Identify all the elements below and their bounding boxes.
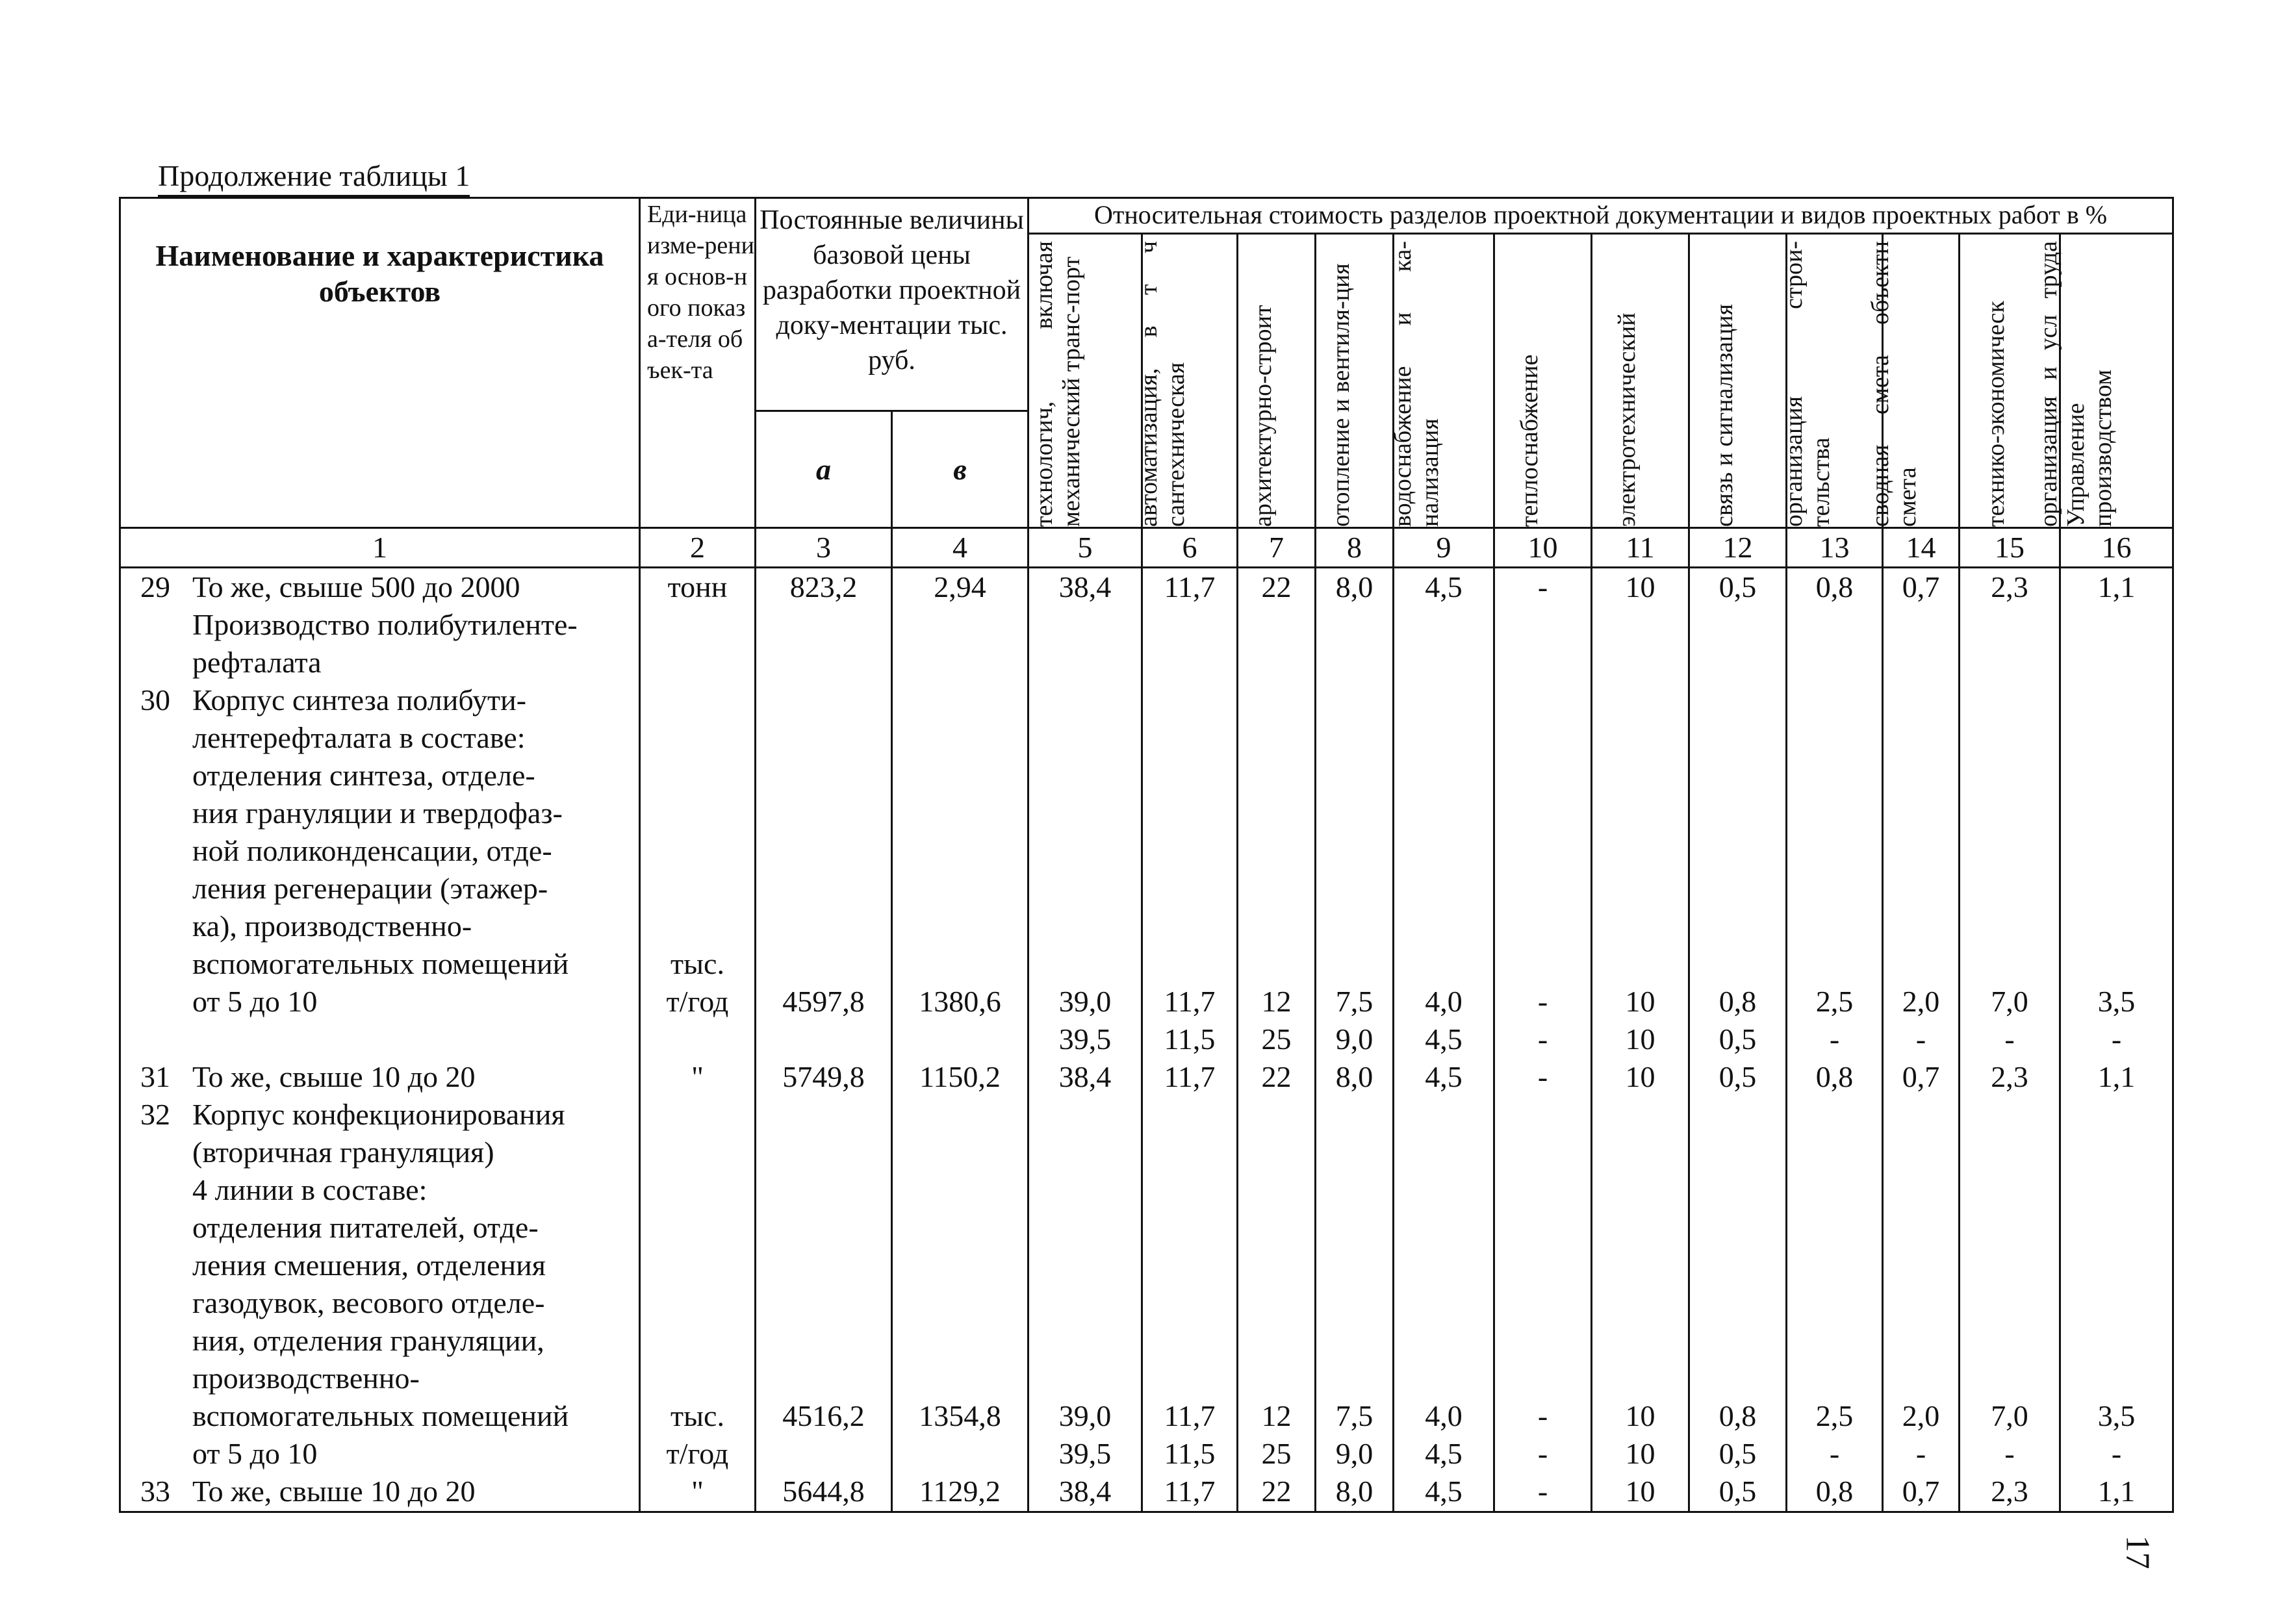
header-v6: автоматизация, в т ч сантехническая [1142,234,1238,528]
row31-b: 1150,2 [892,1058,1029,1096]
row33-unit: " [640,1473,756,1512]
header-v8: отопление и вентиля-ция [1316,234,1394,528]
row30-v: 4,0 4,5 [1394,681,1494,1058]
row30-v: 7,0 - [1960,681,2060,1058]
row31-v: 2,3 [1960,1058,2060,1096]
row32-v: 7,0 - [1960,1096,2060,1473]
row32-a: 4516,2 [756,1096,892,1473]
row30-v: 2,0 - [1883,681,1960,1058]
row31-v: 10 [1592,1058,1689,1096]
header-unit: Еди-ница изме-рения основ-ного показа-теля объек-та [640,198,756,528]
row32-v: 12 25 [1238,1096,1316,1473]
row30-b: 1380,6 [892,681,1029,1058]
row31-v: 1,1 [2060,1058,2173,1096]
col-number: 5 [1029,528,1142,568]
row33-a: 5644,8 [756,1473,892,1512]
row29-v: 0,8 [1787,568,1883,682]
row30-v: 3,5 - [2060,681,2173,1058]
header-v14: сводная смета объектн смета [1883,234,1960,528]
row30-v: 7,5 9,0 [1316,681,1394,1058]
header-col-b: в [892,411,1029,528]
header-v13: организация строи-тельства [1787,234,1883,528]
row30-v: 0,8 0,5 [1689,681,1787,1058]
table-row [120,568,2173,682]
header-col-a: а [756,411,892,528]
row29-v: - [1494,568,1592,682]
col-number: 1 [120,528,640,568]
row32-v: - - [1494,1096,1592,1473]
row32-v: 4,0 4,5 [1394,1096,1494,1473]
row29-v: 0,7 [1883,568,1960,682]
col-number: 6 [1142,528,1238,568]
row30-unit: тыс. т/год [640,681,756,1058]
row31-v: 0,8 [1787,1058,1883,1096]
row31-v: 0,7 [1883,1058,1960,1096]
header-v12: связь и сигнализация [1689,234,1787,528]
row31-name: 31 То же, свыше 10 до 20 [120,1058,640,1096]
row31-v: 0,5 [1689,1058,1787,1096]
header-v10: теплоснабжение [1494,234,1592,528]
header-v15: технико-экономическ [1960,234,2060,528]
row29-v: 1,1 [2060,568,2173,682]
row32-v: 10 10 [1592,1096,1689,1473]
row33-name: 33 То же, свыше 10 до 20 [120,1473,640,1512]
row29-b: 2,94 [892,568,1029,682]
col-number: 11 [1592,528,1689,568]
row31-v: - [1494,1058,1592,1096]
header-name: Наименование и характеристика объектов [120,198,640,528]
header-v11: электротехнический [1592,234,1689,528]
table-row [120,1096,2173,1473]
row33-v: 2,3 [1960,1473,2060,1512]
col-number: 14 [1883,528,1960,568]
row32-name: 32 Корпус конфекционирования (вторичная грануляция) 4 линии в составе: отделения питателей, отде- ления смешения, отделения газодувок, весового отделе- ния, отделения грануляции, производственно- вспомогательных помещений от 5 до 10 [120,1096,640,1473]
row33-v: 1,1 [2060,1473,2173,1512]
row30-name: 30 Корпус синтеза полибути- лентерефталата в составе: отделения синтеза, отделе- ния грануляции и твердофаз- ной поликонденсации, отде- ления регенерации (этажер- ка), производственно- вспомогательных помещений от 5 до 10 [120,681,640,1058]
row29-v: 8,0 [1316,568,1394,682]
row29-v: 38,4 [1029,568,1142,682]
col-number: 13 [1787,528,1883,568]
row29-a: 823,2 [756,568,892,682]
row32-v: 2,0 - [1883,1096,1960,1473]
col-number: 8 [1316,528,1394,568]
row33-v: 0,8 [1787,1473,1883,1512]
row31-a: 5749,8 [756,1058,892,1096]
row31-v: 8,0 [1316,1058,1394,1096]
row32-unit: тыс. т/год [640,1096,756,1473]
row30-v: 10 10 [1592,681,1689,1058]
row31-v: 11,7 [1142,1058,1238,1096]
row32-v: 3,5 - [2060,1096,2173,1473]
row33-v: 0,5 [1689,1473,1787,1512]
row30-v: 12 25 [1238,681,1316,1058]
table-row [120,1473,2173,1512]
row33-v: 10 [1592,1473,1689,1512]
header-v16: организация и усл труда Управление производством [2060,234,2173,528]
price-table [119,197,2174,1513]
table-row [120,681,2173,1058]
col-number: 3 [756,528,892,568]
col-number: 16 [2060,528,2173,568]
page-number: 17 [2119,1535,2156,1569]
header-v7: архитектурно-строит [1238,234,1316,528]
col-number: 2 [640,528,756,568]
row32-v: 39,0 39,5 [1029,1096,1142,1473]
row29-name: 29 То же, свыше 500 до 2000 Производство полибутилентe- рефталата [120,568,640,682]
row31-unit: " [640,1058,756,1096]
header-group: Относительная стоимость разделов проектной документации и видов проектных работ в % [1029,198,2173,234]
row29-v: 0,5 [1689,568,1787,682]
row31-v: 22 [1238,1058,1316,1096]
column-numbers-row [120,528,2173,568]
row29-v: 10 [1592,568,1689,682]
row32-v: 11,7 11,5 [1142,1096,1238,1473]
header-base-price: Постоянные величины базовой цены разработки проектной доку-ментации тыс. руб. [756,198,1029,411]
col-number: 4 [892,528,1029,568]
row30-v: - - [1494,681,1592,1058]
table-row [120,1058,2173,1096]
row33-v: 38,4 [1029,1473,1142,1512]
row29-v: 11,7 [1142,568,1238,682]
row29-unit: тонн [640,568,756,682]
col-number: 15 [1960,528,2060,568]
row29-v: 4,5 [1394,568,1494,682]
row32-v: 2,5 - [1787,1096,1883,1473]
row33-v: 11,7 [1142,1473,1238,1512]
col-number: 12 [1689,528,1787,568]
row32-v: 7,5 9,0 [1316,1096,1394,1473]
row30-a: 4597,8 [756,681,892,1058]
row33-b: 1129,2 [892,1473,1029,1512]
row33-v: 22 [1238,1473,1316,1512]
row30-v: 2,5 - [1787,681,1883,1058]
col-number: 10 [1494,528,1592,568]
row30-v: 11,7 11,5 [1142,681,1238,1058]
header-v9: водоснабжение и ка-нализация [1394,234,1494,528]
table-caption: Продолжение таблицы 1 [158,157,470,197]
row32-b: 1354,8 [892,1096,1029,1473]
row33-v: 0,7 [1883,1473,1960,1512]
row32-v: 0,8 0,5 [1689,1096,1787,1473]
row33-v: - [1494,1473,1592,1512]
header-v5: технологич, включая механический транс-порт [1029,234,1142,528]
row33-v: 4,5 [1394,1473,1494,1512]
col-number: 9 [1394,528,1494,568]
col-number: 7 [1238,528,1316,568]
row29-v: 22 [1238,568,1316,682]
row33-v: 8,0 [1316,1473,1394,1512]
row29-v: 2,3 [1960,568,2060,682]
row30-v: 39,0 39,5 [1029,681,1142,1058]
row31-v: 38,4 [1029,1058,1142,1096]
row31-v: 4,5 [1394,1058,1494,1096]
